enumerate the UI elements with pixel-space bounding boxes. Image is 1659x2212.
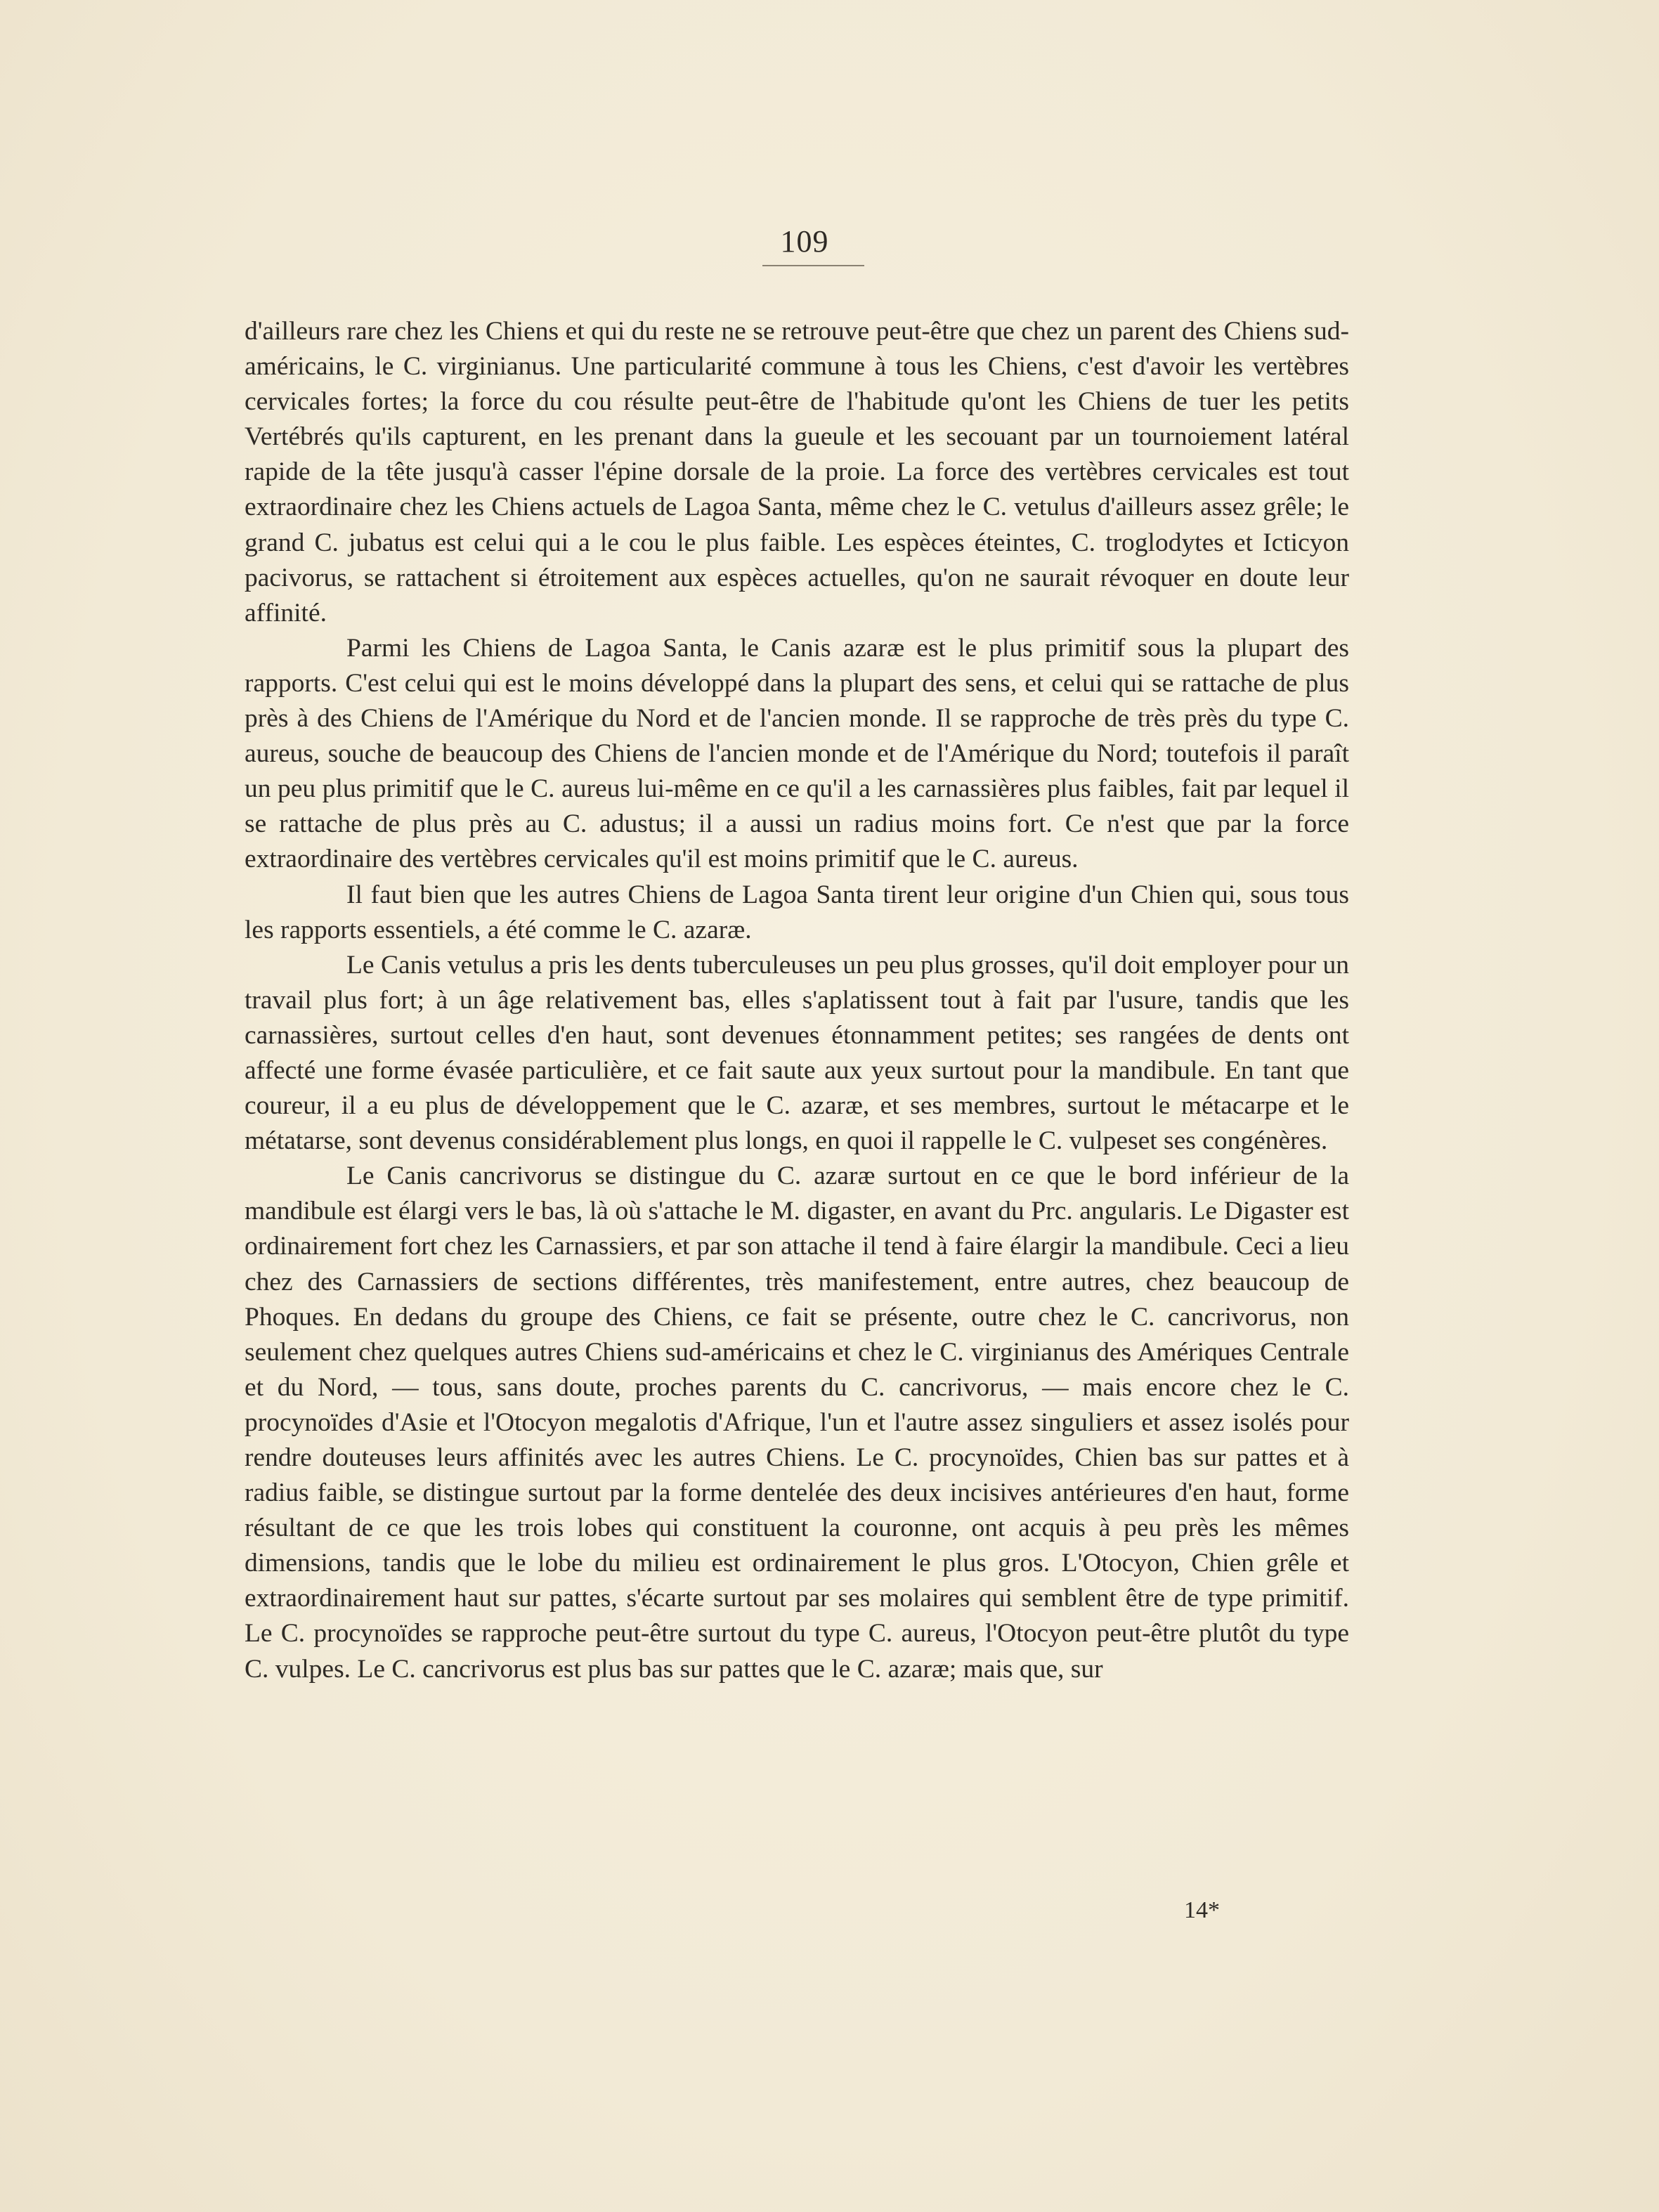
page-number: 109 [780,224,829,259]
paragraph-2: Parmi les Chiens de Lagoa Santa, le Canis azaræ est le plus primitif sous la plupart des rapports. C'est celui qui est le moins développé dans la plupart des sens, et celui qui se rattache de plus près à des Chiens de l'Amérique du Nord et de l'ancien monde. Il se rapproche de très près du type C. aureus, souche de beaucoup des Chiens de l'ancien monde et de l'Amérique du Nord; toutefois il paraît un peu plus primitif que le C. aureus lui-même en ce qu'il a les carnassières plus faibles, fait par lequel il se rattache de plus près au C. adustus; il a aussi un radius moins fort. Ce n'est que par la force extraordinaire des vertèbres cervicales qu'il est moins primitif que le C. aureus. [245,633,1349,874]
paragraph-3: Il faut bien que les autres Chiens de Lagoa Santa tirent leur origine d'un Chien qui, sous tous les rapports essentiels, a été comme le C. azaræ. [245,880,1349,944]
signature-mark: 14* [1184,1897,1220,1923]
paragraph-1: d'ailleurs rare chez les Chiens et qui du reste ne se retrouve peut-être que chez un parent des Chiens sud-américains, le C. virginianus. Une particularité commune à tous les Chiens, c'est d'avoir les vertèbres cervicales fortes; la force du cou résulte peut-être de l'habitude qu'ont les Chiens de tuer les petits Vertébrés qu'ils capturent, en les prenant dans la gueule et les secouant par un tournoiement latéral rapide de la tête jusqu'à casser l'épine dorsale de la proie. La force des vertèbres cervicales est tout extraordinaire chez les Chiens actuels de Lagoa Santa, même chez le C. vetulus d'ailleurs assez grêle; le grand C. jubatus est celui qui a le cou le plus faible. Les espèces éteintes, C. troglodytes et Icticyon pacivorus, se rattachent si étroitement aux espèces actuelles, qu'on ne saurait révoquer en doute leur affinité. [245,317,1349,627]
paragraph-5: Le Canis cancrivorus se distingue du C. azaræ surtout en ce que le bord inférieur de la mandibule est élargi vers le bas, là où s'attache le M. digaster, en avant du Prc. angularis. Le Digaster est ordinairement fort chez les Carnassiers, et par son attache il tend à faire élargir la mandibule. Ceci a lieu chez des Carnassiers de sections différentes, très manifestement, entre autres, chez beaucoup de Phoques. En dedans du groupe des Chiens, ce fait se présente, outre chez le C. cancrivorus, non seulement chez quelques autres Chiens sud-américains et chez le C. virginianus des Amériques Centrale et du Nord, — tous, sans doute, proches parents du C. cancrivorus, — mais encore chez le C. procynoïdes d'Asie et l'Otocyon megalotis d'Afrique, l'un et l'autre assez singuliers et assez isolés pour rendre douteuses leurs affinités avec les autres Chiens. Le C. procynoïdes, Chien bas sur pattes et à radius faible, se distingue surtout par la forme dentelée des deux incisives antérieures d'en haut, forme résultant de ce que les trois lobes qui constituent la couronne, ont acquis à peu près les mêmes dimensions, tandis que le lobe du milieu est ordinairement le plus gros. L'Otocyon, Chien grêle et extraordinairement haut sur pattes, s'écarte surtout par ses molaires qui semblent être de type primitif. Le C. procynoïdes se rapproche peut-être surtout du type C. aureus, l'Otocyon peut-être plutôt du type C. vulpes. Le C. cancrivorus est plus bas sur pattes que le C. azaræ; mais que, sur [245,1162,1349,1684]
header-rule [762,265,864,266]
paragraph-4: Le Canis vetulus a pris les dents tuberculeuses un peu plus grosses, qu'il doit employer pour un travail plus fort; à un âge relativement bas, elles s'aplatissent tout à fait par l'usure, tandis que les carnassières, surtout celles d'en haut, sont devenues étonnamment petites; ses rangées de dents ont affecté une forme évasée particulière, et ce fait saute aux yeux surtout pour la mandibule. En tant que coureur, il a eu plus de développement que le C. azaræ, et ses membres, surtout le métacarpe et le métatarse, sont devenus considérablement plus longs, en quoi il rappelle le C. vulpeset ses congénères. [245,950,1349,1156]
body-text [245,314,1349,1687]
